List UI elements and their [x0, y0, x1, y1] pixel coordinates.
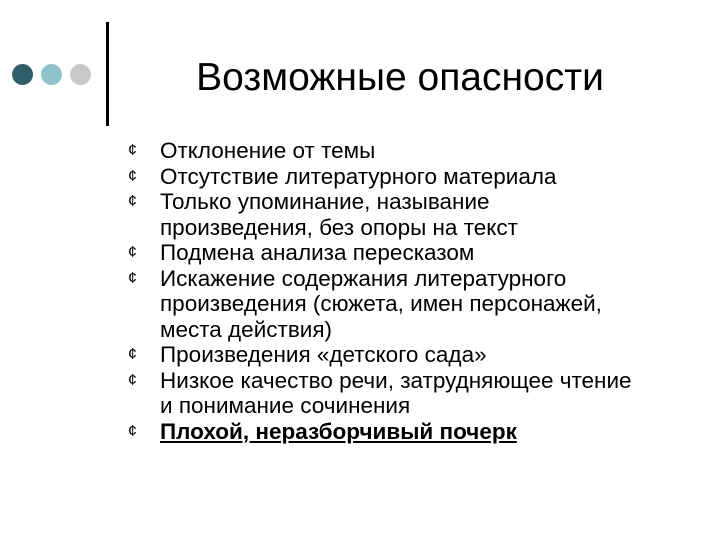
bullet-icon: ¢	[128, 167, 137, 185]
bullet-icon: ¢	[128, 269, 137, 287]
list-item-text: Плохой, неразборчивый почерк	[160, 418, 517, 444]
list-item	[128, 240, 648, 266]
bullet-icon: ¢	[128, 244, 137, 261]
list-item	[128, 368, 648, 419]
list-item	[128, 342, 648, 368]
list-item-text: Подмена анализа пересказом	[160, 240, 475, 265]
dot-dark-icon	[12, 64, 33, 85]
bullet-icon: ¢	[128, 193, 137, 210]
bullet-icon: ¢	[128, 142, 137, 159]
vertical-rule	[106, 22, 109, 126]
decorative-dots	[12, 64, 102, 86]
bullet-icon: ¢	[128, 346, 137, 363]
list-item	[128, 266, 648, 343]
slide-title: Возможные опасности	[196, 56, 604, 99]
list-item-text: Искажение содержания литературного произведения (сюжета, имен персонажей, места действия)	[160, 265, 602, 342]
list-item-text: Только упоминание, называние произведения, без опоры на текст	[160, 189, 518, 240]
list-item-text: Произведения «детского сада»	[160, 342, 487, 367]
bullet-icon: ¢	[128, 371, 137, 389]
list-item	[128, 138, 648, 164]
bullet-list	[128, 138, 648, 444]
dot-gray-icon	[70, 64, 91, 85]
list-item-text: Отсутствие литературного материала	[160, 163, 557, 189]
dot-teal-icon	[41, 64, 62, 85]
list-item-text: Отклонение от темы	[160, 138, 376, 163]
list-item-text: Низкое качество речи, затрудняющее чтение и понимание сочинения	[160, 367, 632, 418]
list-item	[128, 189, 648, 240]
list-item	[128, 164, 648, 190]
list-item	[128, 419, 648, 445]
bullet-icon: ¢	[128, 422, 137, 440]
